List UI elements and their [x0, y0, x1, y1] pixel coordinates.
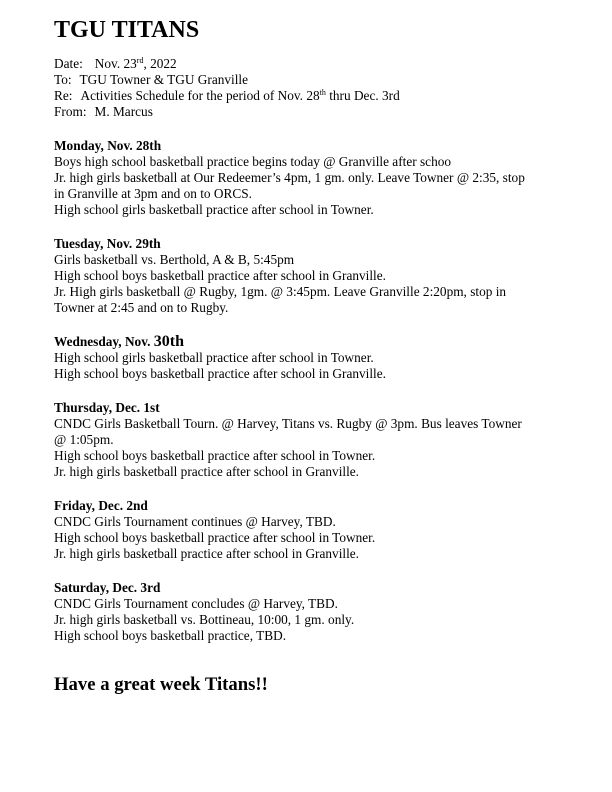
memo-date-line — [54, 56, 606, 72]
schedule-item: Boys high school basketball practice begins today @ Granville after schoo — [54, 154, 452, 169]
day-heading: Friday, Dec. 2nd — [54, 498, 148, 513]
date-label: Date: — [54, 56, 83, 71]
day-heading: Tuesday, Nov. 29th — [54, 236, 161, 251]
memo-re-line — [54, 88, 606, 104]
schedule-item: Jr. high girls basketball practice after school in Granville. — [54, 464, 359, 479]
day-heading: Saturday, Dec. 3rd — [54, 580, 161, 595]
schedule-item: CNDC Girls Basketball Tourn. @ Harvey, Titans vs. Rugby @ 3pm. Bus leaves Towner @ 1:05pm. — [54, 416, 522, 447]
schedule-item: Girls basketball vs. Berthold, A & B, 5:45pm — [54, 252, 295, 267]
schedule-item: High school boys basketball practice after school in Towner. — [54, 530, 376, 545]
day-section-friday — [54, 498, 606, 562]
schedule-item: Jr. high girls basketball practice after school in Granville. — [54, 546, 359, 561]
schedule-item: High school girls basketball practice after school in Towner. — [54, 350, 374, 365]
schedule-item: High school boys basketball practice after school in Granville. — [54, 268, 386, 283]
schedule-item: Jr. High girls basketball @ Rugby, 1gm. @ 3:45pm. Leave Granville 2:20pm, stop in Towner at 2:45 and on to Rugby. — [54, 284, 507, 315]
document-title: TGU TITANS — [54, 17, 200, 43]
day-section-thursday — [54, 400, 606, 480]
date-value: Nov. 23rd, 2022 — [94, 56, 177, 71]
day-heading: Thursday, Dec. 1st — [54, 400, 160, 415]
day-heading: Monday, Nov. 28th — [54, 138, 162, 153]
schedule-item: High school girls basketball practice after school in Towner. — [54, 202, 374, 217]
memo-from-line — [54, 104, 606, 120]
day-section-saturday — [54, 580, 606, 644]
memo-to-line — [54, 72, 606, 88]
memo-header — [54, 56, 606, 120]
to-label: To: — [54, 72, 72, 87]
day-section-wednesday — [54, 334, 606, 382]
from-label: From: — [54, 104, 87, 119]
day-section-monday — [54, 138, 606, 218]
schedule-item: Jr. high girls basketball vs. Bottineau, 10:00, 1 gm. only. — [54, 612, 355, 627]
to-value: TGU Towner & TGU Granville — [79, 72, 248, 87]
schedule-item: High school boys basketball practice after school in Towner. — [54, 448, 376, 463]
day-heading: Wednesday, Nov. 30th — [54, 333, 184, 350]
re-value: Activities Schedule for the period of Nov. 28th thru Dec. 3rd — [80, 88, 400, 103]
from-value: M. Marcus — [94, 104, 153, 119]
schedule-item: CNDC Girls Tournament concludes @ Harvey, TBD. — [54, 596, 338, 611]
schedule-item: CNDC Girls Tournament continues @ Harvey, TBD. — [54, 514, 336, 529]
schedule-item: High school boys basketball practice after school in Granville. — [54, 366, 386, 381]
day-section-tuesday — [54, 236, 606, 316]
schedule-item: High school boys basketball practice, TBD. — [54, 628, 287, 643]
schedule-item: Jr. high girls basketball at Our Redeemer’s 4pm, 1 gm. only. Leave Towner @ 2:35, stop in Granville at 3pm and on to ORCS. — [54, 170, 525, 201]
re-label: Re: — [54, 88, 73, 103]
closing-message: Have a great week Titans!! — [54, 674, 268, 695]
memo-document — [54, 16, 606, 696]
